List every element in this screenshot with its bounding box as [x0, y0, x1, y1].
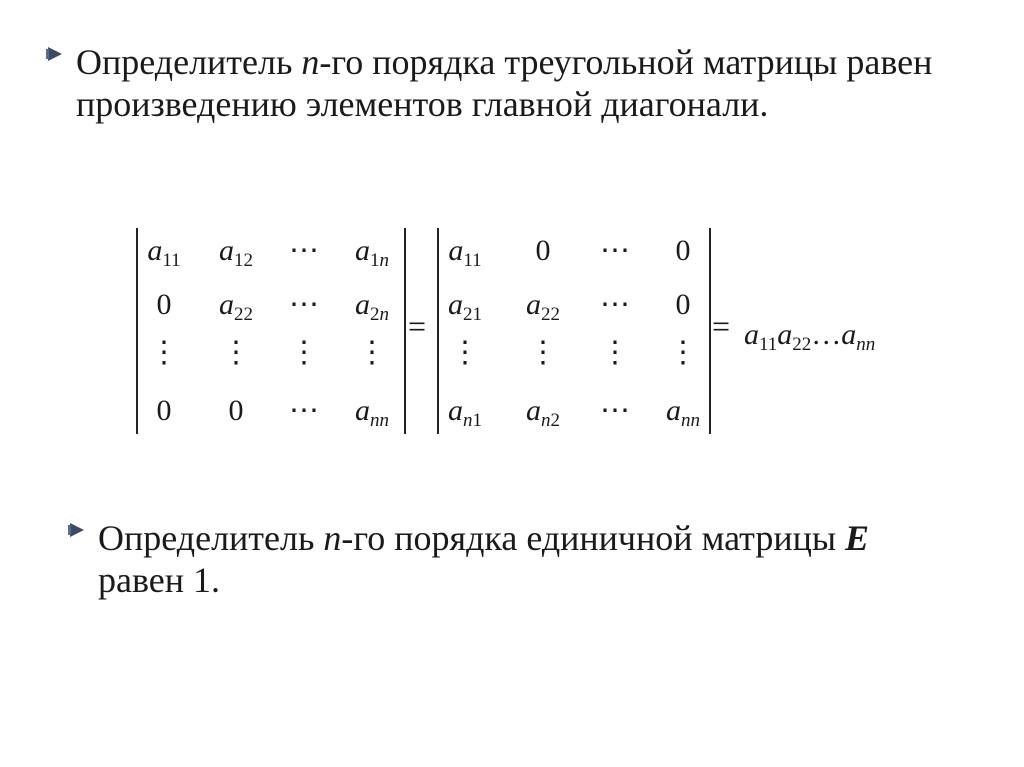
- arrow-bullet-icon: [44, 41, 66, 67]
- matrix-entry: $a_{n2}$: [526, 394, 560, 431]
- matrix-entry: ⋯: [289, 288, 319, 321]
- matrix-entry: 0: [535, 234, 551, 267]
- matrix-entry: ⋮: [600, 336, 630, 369]
- matrix-entry: 0: [156, 394, 172, 427]
- matrix-entry: ⋯: [289, 234, 319, 267]
- arrow-bullet-icon: [66, 517, 88, 543]
- matrix-entry: $a_{2n}$: [355, 288, 389, 325]
- matrix-entry: $a_{11}$: [448, 234, 482, 271]
- matrix-entry: $a_{22}$: [526, 288, 560, 325]
- product-factor: $a_{22}$: [777, 318, 812, 355]
- matrix-entry: $a_{nn}$: [666, 394, 700, 431]
- matrix-entry: ⋮: [289, 336, 319, 369]
- matrix-entry: ⋮: [221, 336, 251, 369]
- equals-sign: =: [712, 308, 731, 344]
- equals-sign: =: [408, 308, 427, 344]
- matrix-entry: $a_{21}$: [448, 288, 482, 325]
- bullet-identity-determinant: [66, 517, 986, 601]
- product-factor: $a_{nn}$: [841, 318, 876, 355]
- matrix-entry: ⋯: [600, 234, 630, 267]
- bullet-text: Определитель n-го порядка единичной матрицы E равен 1.: [98, 518, 870, 600]
- matrix-entry: 0: [156, 288, 172, 321]
- matrix-entry: $a_{12}$: [219, 234, 253, 271]
- bullet-triangular-determinant: [44, 41, 984, 125]
- matrix-entry: ⋮: [149, 336, 179, 369]
- matrix-entry: ⋮: [528, 336, 558, 369]
- matrix-entry: ⋮: [450, 336, 480, 369]
- matrix-entry: $a_{22}$: [219, 288, 253, 325]
- matrix-entry: 0: [675, 234, 691, 267]
- matrix-entry: 0: [675, 288, 691, 321]
- matrix-entry: ⋯: [600, 288, 630, 321]
- matrix-entry: $a_{1n}$: [355, 234, 389, 271]
- matrix-entry: ⋮: [668, 336, 698, 369]
- matrix-entry: $a_{n1}$: [448, 394, 482, 431]
- matrix-entry: $a_{11}$: [147, 234, 181, 271]
- determinant-lower-triangular: [437, 228, 711, 434]
- matrix-entry: 0: [228, 394, 244, 427]
- product-factor: $a_{11}$: [744, 318, 778, 355]
- matrix-entry: ⋮: [357, 336, 387, 369]
- matrix-entry: ⋯: [600, 394, 630, 427]
- bullet-text: Определитель n-го порядка треугольной матрицы равен произведению элементов главной диагонали.: [76, 42, 933, 124]
- matrix-entry: $a_{nn}$: [355, 394, 389, 431]
- product-factor: …: [811, 318, 842, 351]
- matrix-entry: ⋯: [289, 394, 319, 427]
- diagonal-product: [744, 318, 876, 355]
- determinant-triangular: [136, 228, 406, 434]
